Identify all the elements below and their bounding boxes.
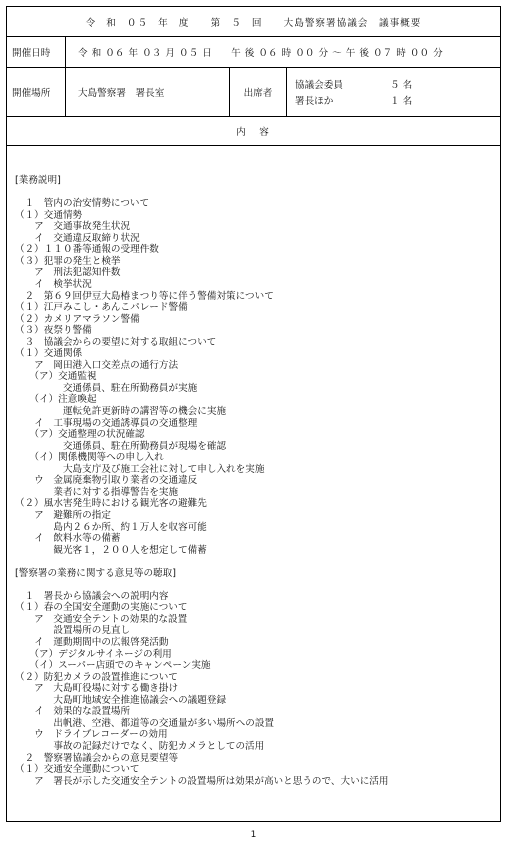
body-line: （２）カメリアマラソン警備 bbox=[15, 313, 140, 325]
body-line: 交通係員、駐在所勤務員が実施 bbox=[15, 382, 198, 394]
minutes-body bbox=[7, 146, 500, 821]
attendees-label: 出席者 bbox=[229, 68, 286, 116]
body-line: ウ ドライブレコーダーの効用 bbox=[15, 729, 168, 741]
minutes-frame bbox=[6, 6, 501, 822]
contents-heading: 内 容 bbox=[236, 127, 271, 138]
body-line: 交通係員、駐在所勤務員が現場を確認 bbox=[15, 440, 227, 452]
body-line: ウ 金属廃棄物引取り業者の交通違反 bbox=[15, 475, 198, 487]
body-line: （ア）交通監視 bbox=[15, 371, 97, 383]
body-line: 観光客１，２００人を想定して備蓄 bbox=[15, 544, 207, 556]
body-line: 運転免許更新時の講習等の機会に実施 bbox=[15, 406, 227, 417]
body-line: イ 運動期間中の広報啓発活動 bbox=[15, 637, 169, 648]
body-line: ア 避難所の指定 bbox=[15, 509, 111, 521]
body-line: ア 大島町役場に対する働き掛け bbox=[15, 683, 179, 695]
body-line: [警察署の業務に関する意見等の聴取] bbox=[15, 567, 176, 579]
attendee-row bbox=[295, 93, 412, 107]
body-line: （１）春の全国安全運動の実施について bbox=[15, 602, 188, 614]
body-line: イ 交通違反取締り状況 bbox=[15, 232, 140, 244]
body-line: イ 検挙状況 bbox=[15, 278, 92, 290]
body-line: 出帆港、空港、都道等の交通量が多い場所への設置 bbox=[15, 717, 275, 729]
body-line: イ 効果的な設置場所 bbox=[15, 706, 131, 718]
body-line: （３）夜祭り警備 bbox=[15, 325, 92, 337]
body-line: [業務説明] bbox=[15, 175, 61, 186]
body-line: （１）交通情勢 bbox=[15, 209, 83, 221]
body-line: （イ）注意喚起 bbox=[15, 394, 97, 406]
body-line: ア 交通事故発生状況 bbox=[15, 221, 131, 233]
body-line: 業者に対する指導警告を実施 bbox=[15, 486, 179, 498]
body-line: イ 飲料水等の備蓄 bbox=[15, 533, 121, 545]
body-line: １ 管内の治安情勢について bbox=[15, 198, 150, 210]
date-value: 令 和 ０６ 年 ０３ 月 ０５ 日 午 後 ０６ 時 ００ 分 ～ 午 後 ０７ 時 ００ 分 bbox=[65, 37, 500, 67]
body-line: 大島町地域安全推進協議会への議題登録 bbox=[15, 694, 227, 706]
body-line: （ア）交通整理の状況確認 bbox=[15, 429, 145, 441]
body-line: イ 工事現場の交通誘導員の交通整理 bbox=[15, 417, 198, 429]
body-line: ２ 第６９回伊豆大島椿まつり等に伴う警備対策について bbox=[15, 290, 274, 302]
date-row bbox=[7, 37, 500, 68]
place-label: 開催場所 bbox=[12, 88, 51, 99]
body-line: （イ）スーパー店頭でのキャンペーン実施 bbox=[15, 660, 211, 672]
body-line: （３）犯罪の発生と検挙 bbox=[15, 255, 121, 267]
place-value: 大島警察署 署長室 bbox=[65, 68, 229, 116]
body-line: 設置場所の見直し bbox=[15, 625, 131, 637]
date-label: 開催日時 bbox=[12, 48, 51, 59]
body-line: ア 署長が示した交通安全テントの設置場所は効果が高いと思うので、大いに活用 bbox=[15, 775, 389, 787]
place-row bbox=[7, 68, 500, 117]
body-line: （ア）デジタルサイネージの利用 bbox=[15, 648, 172, 660]
body-line: ３ 協議会からの要望に対する取組について bbox=[15, 336, 217, 348]
body-line: （１）交通安全運動について bbox=[15, 764, 140, 776]
body-line: （イ）関係機関等への申し入れ bbox=[15, 452, 164, 464]
body-line: ア 刑法犯認知件数 bbox=[15, 267, 121, 279]
body-line: （２）風水害発生時における観光客の避難先 bbox=[15, 498, 207, 510]
body-line: ２ 警察署協議会からの意見要望等 bbox=[15, 752, 179, 764]
attendees-list bbox=[286, 68, 500, 116]
body-line: １ 署長から協議会への説明内容 bbox=[15, 590, 169, 602]
body-line: （２）１１０番等通報の受理件数 bbox=[15, 244, 159, 256]
body-line: ア 岡田港入口交差点の通行方法 bbox=[15, 359, 179, 371]
body-line: 島内２６か所、約１万人を収容可能 bbox=[15, 521, 207, 533]
attendee-count: １ 名 bbox=[390, 96, 413, 107]
body-line: （１）交通関係 bbox=[15, 348, 83, 360]
page-number: 1 bbox=[250, 830, 257, 840]
body-line: 大島支庁及び施工会社に対して申し入れを実施 bbox=[15, 463, 265, 475]
attendee-count: ５ 名 bbox=[390, 80, 413, 91]
title-row bbox=[7, 7, 500, 37]
body-line: （１）江戸みこし・あんこパレード警備 bbox=[15, 302, 188, 314]
body-line: 事故の記録だけでなく、防犯カメラとしての活用 bbox=[15, 740, 265, 752]
body-line: ア 交通安全テントの効果的な設置 bbox=[15, 613, 188, 625]
attendee-role: 署長ほか bbox=[295, 96, 334, 107]
body-line: （２）防犯カメラの設置推進について bbox=[15, 671, 178, 683]
attendee-row bbox=[295, 77, 412, 91]
contents-row bbox=[7, 117, 500, 146]
attendee-role: 協議会委員 bbox=[295, 80, 343, 91]
document-title: 令 和 ０５ 年 度 第 ５ 回 大島警察署協議会 議事概要 bbox=[85, 17, 422, 29]
